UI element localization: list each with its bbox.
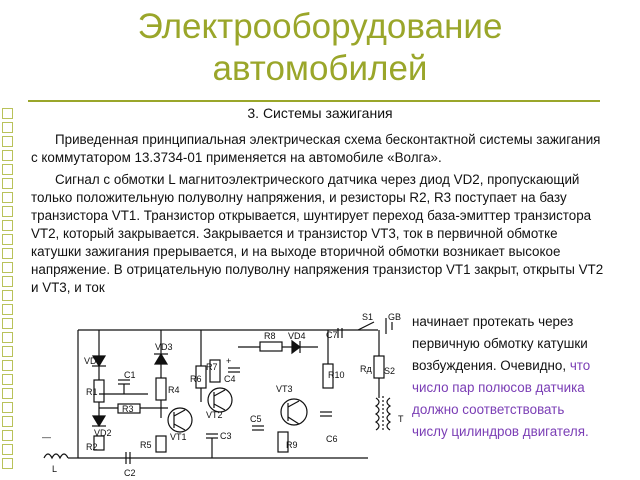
- bullet-square: [2, 220, 13, 231]
- right-line-5: должно соответствовать: [412, 402, 565, 417]
- label-vt3: VT3: [276, 384, 293, 394]
- bullet-square: [2, 164, 13, 175]
- bullet-square: [2, 388, 13, 399]
- label-r8: R8: [264, 331, 276, 341]
- label-s2: S2: [384, 366, 396, 376]
- title-line-2: автомобилей: [212, 49, 428, 88]
- title-divider: [28, 100, 600, 102]
- paragraph-intro: Приведенная принципиальная электрическая схема бесконтактной системы зажигания с коммутатором 13.3734-01 применяется на автомобиле «Волга».: [31, 132, 601, 165]
- right-line-3-text: возбуждения. Очевидно,: [412, 358, 567, 373]
- label-c7: C7: [326, 330, 338, 340]
- label-plus: +: [226, 356, 232, 366]
- transistor-vt1: [168, 408, 192, 432]
- label-c4: C4: [224, 374, 236, 384]
- label-r7: R7: [206, 362, 218, 372]
- right-line-3-highlight: что: [569, 358, 591, 373]
- bullet-square: [2, 318, 13, 329]
- label-r4: R4: [168, 385, 180, 395]
- resistor-r8: [260, 342, 282, 351]
- diode-vd2: [92, 416, 106, 426]
- bullet-square: [2, 234, 13, 245]
- label-vt1: VT1: [170, 432, 187, 442]
- label-rd: Rд: [360, 364, 372, 374]
- label-r5: R5: [140, 440, 152, 450]
- label-vd3: VD3: [155, 342, 173, 352]
- switch-s1: [358, 322, 374, 330]
- transistor-vt2: [208, 388, 232, 412]
- label-gb: GB: [388, 312, 402, 322]
- bullet-square: [2, 402, 13, 413]
- label-s1: S1: [362, 312, 374, 322]
- diode-vd4: [292, 341, 300, 353]
- bullet-square: [2, 374, 13, 385]
- label-r3: R3: [122, 404, 134, 414]
- ignition-coil-t: [376, 398, 379, 430]
- bullet-square: [2, 458, 13, 469]
- label-c6: C6: [326, 434, 338, 444]
- bullet-square: [2, 150, 13, 161]
- title-line-1: Электрооборудование: [137, 7, 503, 46]
- label-vd2: VD2: [94, 428, 112, 438]
- bullet-square: [2, 192, 13, 203]
- bullet-square: [2, 360, 13, 371]
- bullet-square: [2, 290, 13, 301]
- bullet-square: [2, 178, 13, 189]
- section-subtitle: 3. Системы зажигания: [247, 105, 393, 121]
- bullet-square: [2, 206, 13, 217]
- resistor-r5: [156, 436, 166, 452]
- bullet-square: [2, 262, 13, 273]
- right-line-2: первичную обмотку катушки: [412, 336, 588, 351]
- sensor-coil-l: [44, 454, 68, 458]
- label-r2: R2: [86, 442, 98, 452]
- label-r9: R9: [286, 440, 298, 450]
- diode-vd3: [155, 354, 167, 364]
- label-vd1: VD1: [84, 356, 102, 366]
- label-minus: —: [42, 432, 51, 442]
- ignition-circuit-schematic: [38, 308, 418, 480]
- label-t: T: [398, 414, 404, 424]
- label-c1: C1: [124, 370, 136, 380]
- bullet-square: [2, 304, 13, 315]
- right-line-4: число пар полюсов датчика: [412, 380, 585, 395]
- bullet-square: [2, 276, 13, 287]
- label-c3: C3: [220, 431, 232, 441]
- right-text-column: [412, 311, 632, 443]
- right-line-3: [412, 355, 632, 377]
- label-c2: C2: [124, 468, 136, 478]
- label-vt2: VT2: [206, 410, 223, 420]
- bullet-square: [2, 122, 13, 133]
- right-line-1: начинает протекать через: [412, 314, 574, 329]
- label-vd4: VD4: [288, 331, 306, 341]
- label-c5: C5: [250, 414, 262, 424]
- paragraph-signal: Сигнал с обмотки L магнитоэлектрического датчика через диод VD2, пропускающий только положительную полуволну напряжения, и резисторы R2, R3 поступает на базу транзистора VT1. Транзистор открывается, шунтирует переход база-эмиттер транзистора VT2, который закрывается. Закрывается и транзистор VT3, ток в первичной обмотке катушки зажигания прерывается, и на выходе вторичной обмотки возникает высокое напряжение. В отрицательную полуволну напряжения транзистор VT1 закрыт, открыты VT2 и VT3, и ток: [31, 172, 604, 295]
- bullet-square: [2, 346, 13, 357]
- diode-vd1: [92, 330, 106, 380]
- bullet-square: [2, 416, 13, 427]
- bullet-square: [2, 248, 13, 259]
- label-r10: R10: [328, 370, 345, 380]
- resistor-r4: [156, 378, 166, 400]
- resistor-rd: [374, 356, 384, 378]
- label-r6: R6: [190, 374, 202, 384]
- label-r1: R1: [86, 387, 98, 397]
- bullet-square: [2, 332, 13, 343]
- slide-title: [0, 6, 640, 90]
- bullet-square: [2, 444, 13, 455]
- right-line-6: числу цилиндров двигателя.: [412, 424, 589, 439]
- bullet-square: [2, 136, 13, 147]
- bullet-square: [2, 430, 13, 441]
- label-l: L: [52, 464, 58, 474]
